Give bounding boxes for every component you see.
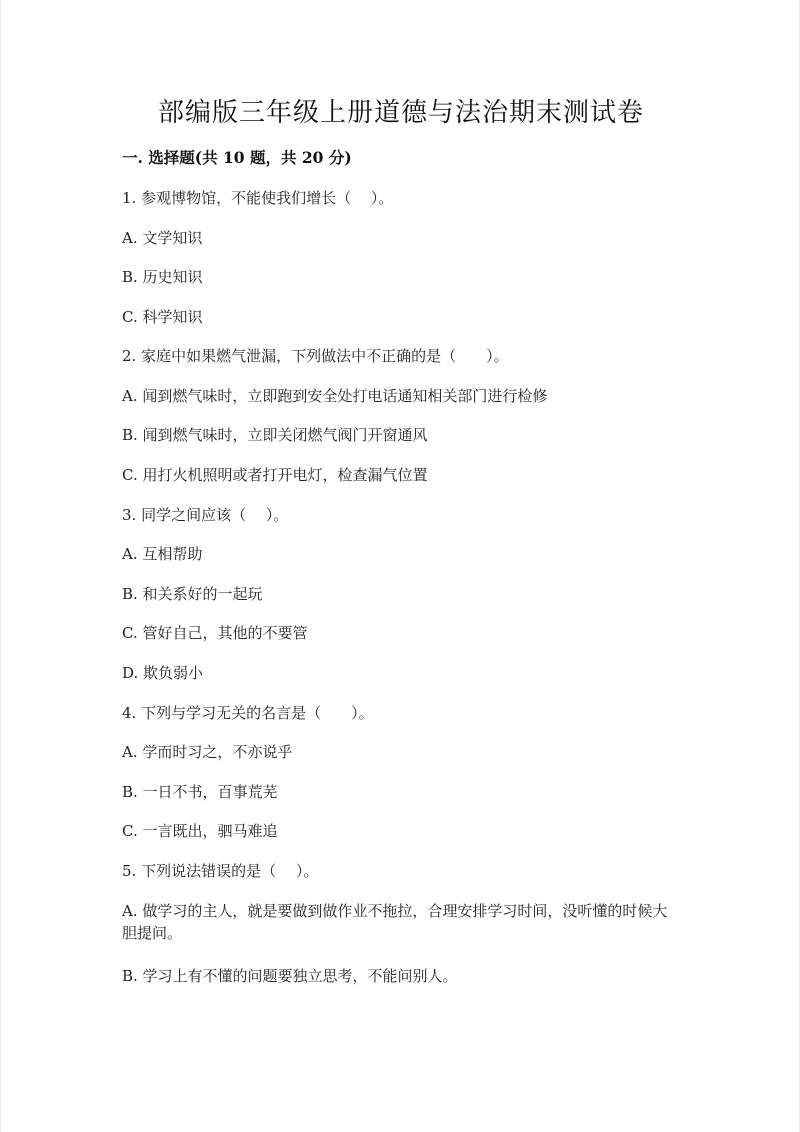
question-4-option-a: A. 学而时习之，不亦说乎: [122, 743, 293, 761]
question-2-option-c: C. 用打火机照明或者打开电灯，检查漏气位置: [122, 466, 428, 484]
question-5-option-a: A. 做学习的主人，就是要做到做作业不拖拉，合理安排学习时间，没听懂的时候大胆提问。: [122, 902, 668, 942]
question-3-option-d: D. 欺负弱小: [122, 664, 204, 682]
question-3-option-b: B. 和关系好的一起玩: [122, 585, 263, 603]
question-4-option-c: C. 一言既出，驷马难追: [122, 822, 278, 840]
question-2-option-a: A. 闻到燃气味时，立即跑到安全处打电话通知相关部门进行检修: [122, 387, 548, 405]
question-2-stem: 2. 家庭中如果燃气泄漏，下列做法中不正确的是（ ）。: [122, 347, 509, 365]
section-heading: 一. 选择题(共 10 题，共 20 分): [122, 148, 352, 167]
question-1-option-b: B. 历史知识: [122, 268, 203, 286]
question-3-option-a: A. 互相帮助: [122, 545, 203, 563]
question-1-stem: 1. 参观博物馆，不能使我们增长（ ）。: [122, 189, 394, 207]
question-5-option-b: B. 学习上有不懂的问题要独立思考，不能问别人。: [122, 967, 458, 985]
question-5-stem: 5. 下列说法错误的是（ ）。: [122, 862, 319, 880]
question-2-option-b: B. 闻到燃气味时，立即关闭燃气阀门开窗通风: [122, 426, 428, 444]
page-title: 部编版三年级上册道德与法治期末测试卷: [157, 98, 644, 128]
question-1-option-a: A. 文学知识: [122, 229, 203, 247]
question-4-stem: 4. 下列与学习无关的名言是（ ）。: [122, 704, 374, 722]
question-3-option-c: C. 管好自己，其他的不要管: [122, 624, 308, 642]
question-1-option-c: C. 科学知识: [122, 308, 203, 326]
question-3-stem: 3. 同学之间应该（ ）。: [122, 506, 289, 524]
question-4-option-b: B. 一日不书，百事荒芜: [122, 783, 278, 801]
